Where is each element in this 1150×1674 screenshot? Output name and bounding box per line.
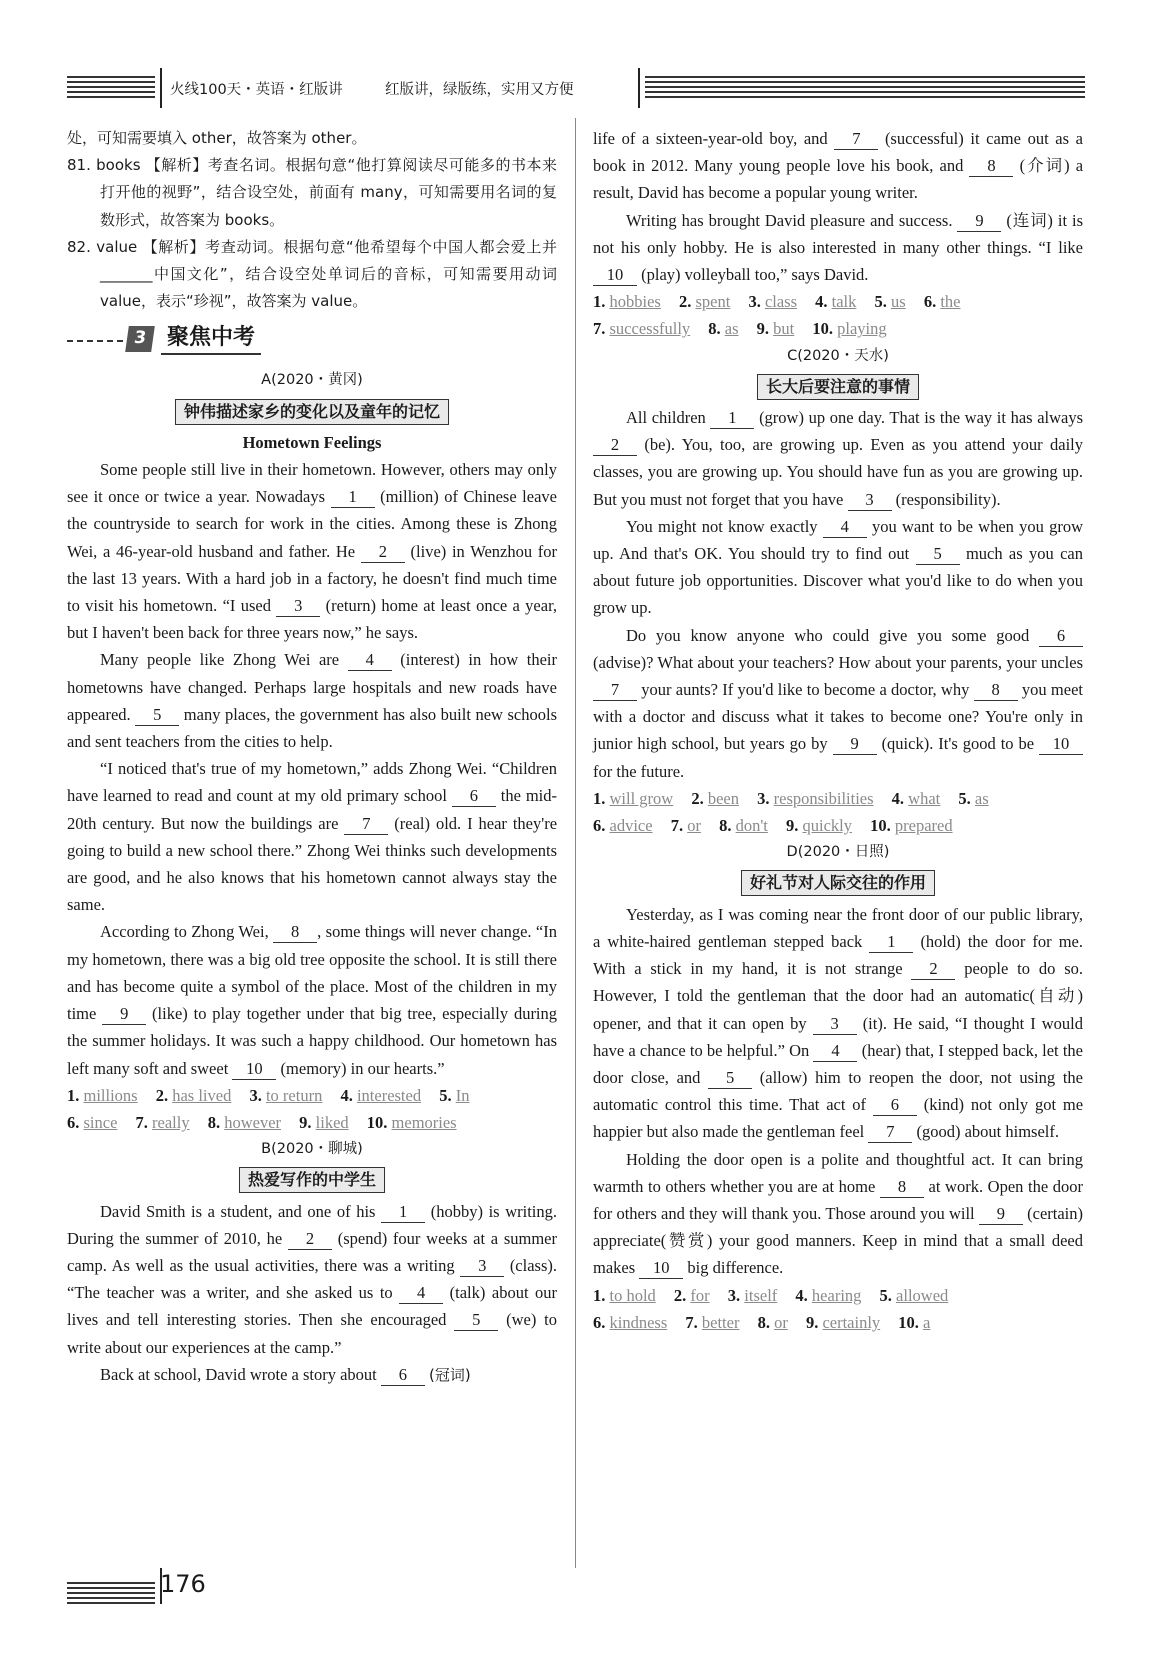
answer-item: 7. better xyxy=(685,1312,740,1332)
answer-item: 5. allowed xyxy=(879,1285,949,1305)
passage-text: Writing has brought David pleasure and success. xyxy=(626,210,953,230)
header-divider xyxy=(638,68,640,108)
blank-6: 6 xyxy=(873,1095,917,1116)
passage-text: (we) to write about our experiences at the camp.” xyxy=(67,1310,557,1357)
passage-text: “I noticed that's true of my hometown,” adds Zhong Wei. “Children have learned to read and count at my old primary school xyxy=(67,759,557,806)
answer-item: 2. has lived xyxy=(155,1085,232,1105)
passage-paragraph xyxy=(593,404,1083,513)
passage-text: David Smith is a student, and one of his xyxy=(100,1201,376,1221)
passage-text: Holding the door open is a polite and thoughtful act. It can bring warmth to others whether you are at home xyxy=(593,1149,1083,1196)
passage-text: for the future. xyxy=(593,761,685,781)
explanation-item: 81. books 【解析】考查名词。根据句意“他打算阅读尽可能多的书本来打开他的视野”，结合设空处，前面有 many，可知需要用名词的复数形式，故答案为 books。 xyxy=(67,156,557,229)
passage-text: life of a sixteen-year-old boy, and xyxy=(593,129,828,148)
passage-text: the mid-20th century. But now the buildings are xyxy=(67,786,558,833)
passage-text: (it). He said, “I thought I would have a chance to be helpful.” On xyxy=(593,1013,1083,1060)
passage-text: (be). You, too, are growing up. Even as you attend your daily classes, you are growing up. You should have fun as you are growing up. But you must not forget that you have xyxy=(593,435,1083,509)
topic-box xyxy=(67,1166,557,1193)
blank-4: 4 xyxy=(399,1283,443,1304)
passage-text: (kind) not only got me happier but also made the gentleman feel xyxy=(593,1095,1084,1142)
header-rule-left xyxy=(67,76,155,100)
column-divider xyxy=(575,118,576,1568)
blank-9: 9 xyxy=(957,211,1001,232)
passage-text: , some things will never change. “In my hometown, there was a big old tree opposite the school. It is still there and has become quite a symbol of the place. Most of the children in my time xyxy=(67,922,557,1024)
book-title: 火线100天・英语・红版讲 xyxy=(170,82,343,98)
topic-text: 钟伟描述家乡的变化以及童年的记忆 xyxy=(175,399,449,425)
part-label: A(2020・黄冈) xyxy=(261,372,363,389)
answer-item: 5. us xyxy=(874,292,906,312)
right-column xyxy=(593,125,1083,1336)
answer-item: 1. to hold xyxy=(593,1285,656,1305)
passage-text: (quick). It's good to be xyxy=(881,734,1035,754)
answer-item: 1. millions xyxy=(67,1085,138,1105)
passage-text: (live) in Wenzhou for the last 13 years. With a hard job in a factory, he doesn't find much time to visit his hometown. “I used xyxy=(67,541,558,616)
section-banner xyxy=(67,321,557,357)
section-title: 聚焦中考 xyxy=(161,324,261,355)
article-title: Hometown Feelings xyxy=(242,432,382,452)
passage-paragraph xyxy=(67,918,557,1081)
blank-9: 9 xyxy=(102,1004,146,1025)
passage-text: (responsibility). xyxy=(895,489,1001,509)
blank-8: 8 xyxy=(969,156,1013,177)
blank-6: 6 xyxy=(1039,626,1083,647)
passage-text: (return) home at least once a year, but I haven't been back for three years now,” he says. xyxy=(67,596,558,643)
passage-text: people to do so. However, I told the gentleman that the door had an automatic(自动) opener, and that it can open by xyxy=(593,959,1083,1033)
blank-4: 4 xyxy=(348,650,392,671)
blank-10: 10 xyxy=(639,1258,683,1279)
blank-2: 2 xyxy=(911,959,955,980)
answer-item: 4. interested xyxy=(340,1085,422,1105)
blank-7: 7 xyxy=(593,680,637,701)
answer-item: 6. kindness xyxy=(593,1312,668,1332)
passage-text: (连词) it is not his only hobby. He is also interested in many other things. “I like xyxy=(593,210,1084,257)
passage-text: (advise)? What about your teachers? How about your parents, your uncles xyxy=(593,652,1083,672)
answer-item: 3. to return xyxy=(249,1085,323,1105)
passage-text: You might not know exactly xyxy=(626,516,818,536)
answer-key xyxy=(593,785,1083,839)
passage-text: (memory) in our hearts.” xyxy=(280,1058,445,1078)
passage-text: According to Zhong Wei, xyxy=(100,922,269,942)
answer-item: 1. will grow xyxy=(593,788,674,808)
passage-text: (allow) him to reopen the door, not using the automatic control this time. That act of xyxy=(593,1067,1084,1115)
answer-item: 9. certainly xyxy=(805,1312,881,1332)
blank-7: 7 xyxy=(868,1122,912,1143)
header-rule-right xyxy=(645,76,1085,100)
answer-key xyxy=(593,288,1083,342)
header-divider xyxy=(160,68,162,108)
answer-item: 4. hearing xyxy=(795,1285,862,1305)
passage-text: (play) volleyball too,” says David. xyxy=(641,265,869,285)
answer-item: 3. class xyxy=(748,292,798,312)
answer-key xyxy=(593,1282,1083,1336)
passage-text: you want to be when you grow up. And that's OK. You should try to find out xyxy=(593,516,1084,564)
blank-8: 8 xyxy=(880,1177,924,1198)
answer-item: 3. responsibilities xyxy=(757,788,874,808)
answer-item: 4. what xyxy=(891,788,941,808)
blank-6: 6 xyxy=(452,786,496,807)
answer-item: 8. don't xyxy=(719,816,768,836)
passage-paragraph xyxy=(67,456,557,646)
passage-paragraph xyxy=(67,1198,557,1361)
passage-text: (hear) that, I stepped back, let the door close, and xyxy=(593,1040,1084,1087)
blank-9: 9 xyxy=(833,734,877,755)
blank-6: 6 xyxy=(381,1365,425,1386)
part-label: C(2020・天水) xyxy=(787,347,889,364)
answer-item: 7. or xyxy=(670,816,701,836)
passage-paragraph xyxy=(67,755,557,918)
answer-item: 5. In xyxy=(439,1085,470,1105)
blank-5: 5 xyxy=(916,544,960,565)
answer-item: 7. successfully xyxy=(593,319,691,339)
passage-text: (介词) a result, David has become a popular young writer. xyxy=(593,156,1084,203)
topic-box xyxy=(593,869,1083,896)
answer-item: 9. quickly xyxy=(786,816,852,836)
footer-rule xyxy=(67,1582,155,1604)
passage-text: (grow) up one day. That is the way it has always xyxy=(759,408,1084,428)
blank-1: 1 xyxy=(710,408,754,429)
passage-text: All children xyxy=(626,408,706,428)
passage-paragraph xyxy=(593,622,1083,785)
passage-text: big difference. xyxy=(687,1258,784,1278)
blank-5: 5 xyxy=(454,1310,498,1331)
passage-paragraph xyxy=(593,901,1083,1146)
explanation-item: 82. value 【解析】考查动词。根据句意“他希望每个中国人都会爱上并_______中国文化”，结合设空处单词后的音标，可知需要用动词 value，表示“珍视”，故答案为 value。 xyxy=(67,237,557,311)
passage-text: (talk) about our lives and tell interesting stories. Then she encouraged xyxy=(67,1283,558,1330)
blank-1: 1 xyxy=(381,1202,425,1223)
answer-item: 4. talk xyxy=(815,292,857,312)
passage-text: Many people like Zhong Wei are xyxy=(100,650,340,670)
blank-10: 10 xyxy=(593,265,637,286)
passage-paragraph xyxy=(593,1146,1083,1282)
blank-8: 8 xyxy=(273,922,317,943)
answer-item: 10. memories xyxy=(366,1112,457,1132)
passage-text: Yesterday, as I was coming near the front door of our public library, a white-haired gentleman stepped back xyxy=(593,904,1083,951)
answer-item: 10. prepared xyxy=(870,816,953,836)
page-header xyxy=(0,68,1150,110)
answer-item: 6. since xyxy=(67,1112,118,1132)
answer-item: 10. a xyxy=(898,1312,931,1332)
passage-paragraph xyxy=(593,125,1083,207)
book-slogan: 红版讲，绿版练，实用又方便 xyxy=(385,82,574,98)
section-number: 3 xyxy=(125,326,155,352)
passage-text: (successful) it came out as a book in 2012. Many young people love his book, and xyxy=(593,129,1083,176)
answer-item: 2. for xyxy=(673,1285,710,1305)
topic-box xyxy=(593,373,1083,400)
answer-item: 3. itself xyxy=(727,1285,778,1305)
part-label: B(2020・聊城) xyxy=(261,1141,363,1158)
answer-item: 8. or xyxy=(757,1312,788,1332)
blank-3: 3 xyxy=(848,490,892,511)
blank-3: 3 xyxy=(460,1256,504,1277)
answer-key xyxy=(67,1082,557,1136)
topic-text: 好礼节对人际交往的作用 xyxy=(741,870,935,896)
passage-text: (spend) four weeks at a summer camp. As well as the usual activities, there was a writing xyxy=(67,1228,557,1275)
blank-10: 10 xyxy=(232,1059,276,1080)
answer-item: 1. hobbies xyxy=(593,292,661,312)
page-number: 176 xyxy=(160,1570,206,1598)
blank-2: 2 xyxy=(593,435,637,456)
passage-text: (interest) in how their hometowns have changed. Perhaps large hospitals and new roads have appeared. xyxy=(67,650,558,724)
answer-item: 6. advice xyxy=(593,816,653,836)
passage-text: (real) old. I hear they're going to build a new school there.” Zhong Wei thinks such developments are good, and he also knows that his hometown cannot always stay the same. xyxy=(67,813,558,915)
answer-item: 9. liked xyxy=(299,1112,349,1132)
passage-text: Some people still live in their hometown. However, others may only see it once or twice a year. Nowadays xyxy=(67,460,557,507)
passage-text: (million) of Chinese leave the countryside to search for work in the cities. Among these is Zhong Wei, a 46-year-old husband and father. He xyxy=(67,487,557,561)
blank-4: 4 xyxy=(823,517,867,538)
blank-1: 1 xyxy=(869,932,913,953)
passage-text: many places, the government has also built new schools and sent teachers from the cities to help. xyxy=(67,704,558,752)
passage-text: (good) about himself. xyxy=(916,1122,1059,1142)
passage-text: (冠词) xyxy=(429,1365,471,1384)
blank-10: 10 xyxy=(1039,734,1083,755)
answer-item: 6. the xyxy=(923,292,961,312)
answer-item: 8. as xyxy=(708,319,739,339)
passage-text: Back at school, David wrote a story about xyxy=(100,1364,377,1384)
passage-text: you meet with a doctor and discuss what it takes to become one? You're only in junior high school, but years go by xyxy=(593,680,1083,754)
blank-1: 1 xyxy=(331,487,375,508)
topic-text: 长大后要注意的事情 xyxy=(757,374,919,400)
answer-item: 8. however xyxy=(207,1112,282,1132)
passage-paragraph xyxy=(67,1361,557,1389)
answer-item: 9. but xyxy=(756,319,795,339)
answer-item: 2. been xyxy=(691,788,739,808)
blank-5: 5 xyxy=(708,1068,752,1089)
topic-box xyxy=(67,398,557,425)
passage-text: Do you know anyone who could give you some good xyxy=(626,625,1030,645)
blank-2: 2 xyxy=(361,542,405,563)
passage-text: (like) to play together under that big tree, especially during the summer holidays. It was such a happy childhood. Our hometown has left many soft and sweet xyxy=(67,1004,558,1078)
blank-2: 2 xyxy=(288,1229,332,1250)
part-label: D(2020・日照) xyxy=(786,844,890,861)
explanation-continuation: 处，可知需要填入 other，故答案为 other。 xyxy=(67,129,367,147)
answer-item: 10. playing xyxy=(812,319,887,339)
passage-text: (hobby) is writing. During the summer of 2010, he xyxy=(67,1201,557,1248)
passage-text: (class). “The teacher was a writer, and she asked us to xyxy=(67,1255,558,1303)
blank-9: 9 xyxy=(979,1204,1023,1225)
blank-8: 8 xyxy=(974,680,1018,701)
passage-paragraph xyxy=(593,513,1083,622)
passage-text: (hold) the door for me. With a stick in my hand, it is not strange xyxy=(593,931,1083,979)
blank-7: 7 xyxy=(834,129,878,150)
blank-3: 3 xyxy=(276,596,320,617)
passage-text: at work. Open the door for others and they will thank you. Those around you will xyxy=(593,1176,1084,1223)
passage-text: (certain) appreciate(赞赏) your good manners. Keep in mind that a small deed makes xyxy=(593,1203,1084,1278)
answer-item: 5. as xyxy=(958,788,989,808)
blank-7: 7 xyxy=(344,814,388,835)
banner-dashes xyxy=(67,340,123,342)
topic-text: 热爱写作的中学生 xyxy=(239,1167,385,1193)
answer-item: 7. really xyxy=(135,1112,190,1132)
passage-paragraph xyxy=(593,207,1083,289)
answer-item: 2. spent xyxy=(678,292,731,312)
passage-text: your aunts? If you'd like to become a doctor, why xyxy=(641,680,970,700)
blank-5: 5 xyxy=(135,705,179,726)
passage-paragraph xyxy=(67,646,557,755)
left-column xyxy=(67,125,557,1389)
passage-text: much as you can about future job opportunities. Discover what you'd like to do when you grow up. xyxy=(593,544,1083,618)
blank-3: 3 xyxy=(813,1014,857,1035)
blank-4: 4 xyxy=(813,1041,857,1062)
